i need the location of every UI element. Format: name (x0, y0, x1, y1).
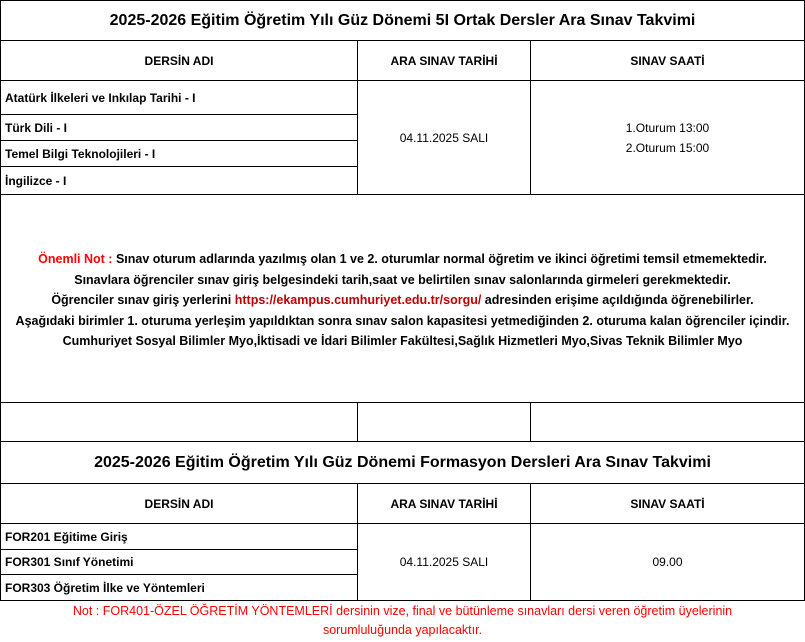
formation-note-line-1: Not : FOR401-ÖZEL ÖĞRETİM YÖNTEMLERİ dersinin vize, final ve bütünleme sınavları dersi veren öğretim üyelerinin (72, 604, 733, 618)
section2-course-row: FOR201 Eğitime Giriş (0, 523, 358, 550)
important-notes (0, 249, 805, 352)
section2-course-row: FOR303 Öğretim İlke ve Yöntemleri (0, 574, 358, 601)
section1-title: 2025-2026 Eğitim Öğretim Yılı Güz Dönemi 5I Ortak Dersler Ara Sınav Takvimi (0, 0, 805, 41)
section1-header-time: SINAV SAATİ (530, 40, 805, 81)
section2-course-row: FOR301 Sınıf Yönetimi (0, 549, 358, 575)
section1-course-row: Türk Dili - I (0, 114, 358, 141)
section1-course-row: İngilizce - I (0, 166, 358, 195)
note-line-3-pre: Öğrenciler sınav giriş yerlerini (51, 293, 235, 307)
empty-cell (530, 402, 805, 442)
section2-header-time: SINAV SAATİ (530, 483, 805, 524)
empty-cell (0, 402, 358, 442)
section2-header-date: ARA SINAV TARİHİ (357, 483, 531, 524)
section1-course-row: Atatürk İlkeleri ve Inkılap Tarihi - I (0, 80, 358, 115)
note-line-5: Cumhuriyet Sosyal Bilimler Myo,İktisadi ve İdari Bilimler Fakültesi,Sağlık Hizmetleri Myo,Sivas Teknik Bilimler Myo (62, 334, 743, 348)
section1-header-course: DERSİN ADI (0, 40, 358, 81)
important-note-label: Önemli Not : (38, 252, 113, 266)
empty-cell (357, 402, 531, 442)
note-line-4: Aşağıdaki birimler 1. oturuma yerleşim yapıldıktan sonra sınav salon kapasitesi yetmediğinden 2. oturuma kalan öğrenciler içindir. (15, 313, 790, 328)
section2-exam-date: 04.11.2025 SALI (357, 523, 531, 601)
session1-time: 1.Oturum 13:00 (625, 120, 710, 135)
section1-header-date: ARA SINAV TARİHİ (357, 40, 531, 81)
formation-note-line-2: sorumluluğunda yapılacaktır. (322, 623, 483, 637)
section2-header-course: DERSİN ADI (0, 483, 358, 524)
section1-course-row: Temel Bilgi Teknolojileri - I (0, 140, 358, 167)
note-line-3-post: adresinden erişime açıldığında öğrenebilirler. (481, 293, 754, 307)
formation-note (0, 602, 805, 640)
note-line-2: Sınavlara öğrenciler sınav giriş belgesindeki tarih,saat ve belirtilen sınav salonlarında girmeleri gerekmektedir. (74, 272, 731, 287)
note-line-1: Sınav oturum adlarında yazılmış olan 1 ve 2. oturumlar normal öğretim ve ikinci öğretimi temsil etmemektedir. (112, 252, 767, 266)
section1-exam-date: 04.11.2025 SALI (357, 80, 531, 195)
session2-time: 2.Oturum 15:00 (625, 140, 710, 155)
sorgu-link[interactable]: https://ekampus.cumhuriyet.edu.tr/sorgu/ (234, 293, 482, 307)
section2-exam-time: 09.00 (530, 523, 805, 601)
section2-title: 2025-2026 Eğitim Öğretim Yılı Güz Dönemi Formasyon Dersleri Ara Sınav Takvimi (0, 441, 805, 484)
section1-exam-time (530, 80, 805, 195)
